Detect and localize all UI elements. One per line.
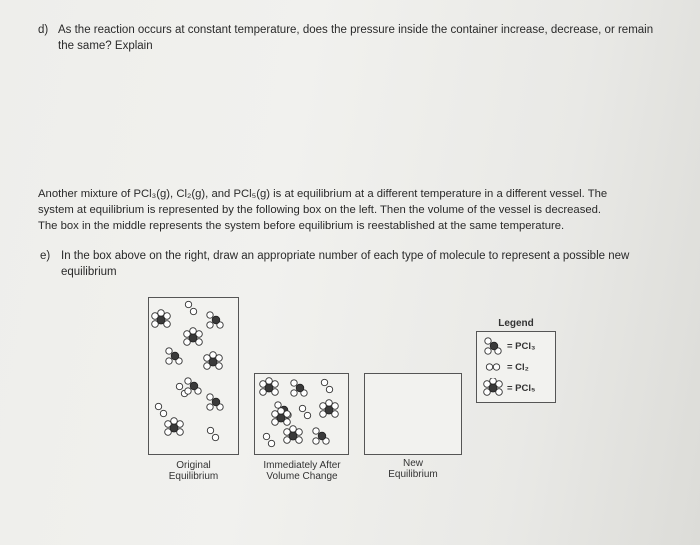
cl2-molecule [263, 433, 274, 446]
after-caption-line1: Immediately After [263, 460, 341, 471]
legend-title: Legend [498, 318, 534, 329]
new-caption-line2: Equilibrium [388, 469, 438, 480]
pcl5-molecule [184, 328, 203, 346]
legend-pcl3-label: = PCl₃ [507, 340, 536, 352]
pcl5-molecule [320, 400, 339, 418]
question-e-text: In the box above on the right, draw an appropriate number of each type of molecule to represent a possible new equilibrium [61, 250, 630, 278]
pcl3-molecule [207, 312, 223, 328]
original-molecules [149, 298, 238, 454]
paragraph-line-2: system at equilibrium is represented by the following box on the left. Then the volume of the vessel is decreased. [38, 204, 602, 216]
legend-box [476, 331, 556, 403]
pcl5-molecule [204, 352, 223, 370]
paragraph-line-1: Another mixture of PCl₃(g), Cl₂(g), and PCl₅(g) is at equilibrium at a different temperature in a different vessel. The [38, 188, 608, 200]
pcl3-molecule [291, 380, 307, 396]
pcl3-molecule [207, 394, 223, 410]
pcl3-molecule [313, 428, 329, 444]
new-caption [364, 458, 462, 480]
after-molecules [255, 374, 348, 454]
legend-pcl5-row [481, 378, 535, 398]
legend-pcl5-label: = PCl₅ [507, 382, 536, 394]
cl2-molecule [185, 301, 196, 314]
cl2-icon [481, 357, 505, 377]
pcl5-molecule [272, 408, 291, 426]
pcl3-icon [481, 336, 505, 356]
cl2-molecule [207, 427, 218, 440]
after-caption [250, 460, 354, 482]
pcl5-molecule [165, 418, 184, 436]
original-caption-line1: Original [176, 460, 211, 471]
legend-cl2-label: = Cl₂ [507, 361, 529, 373]
pcl3-molecule [185, 378, 201, 394]
original-caption [150, 460, 237, 482]
after-caption-line2: Volume Change [266, 471, 338, 482]
after-volume-change-box [254, 373, 349, 455]
original-caption-line2: Equilibrium [168, 471, 219, 482]
new-caption-line1: New [402, 458, 423, 469]
legend-cl2-row [481, 357, 529, 377]
paragraph-line-3: The box in the middle represents the system before equilibrium is reestablished at the same temperature. [38, 220, 565, 232]
question-d-label: d) [38, 24, 49, 36]
new-equilibrium-box[interactable] [364, 373, 462, 455]
question-e-label: e) [40, 250, 51, 262]
equilibrium-paragraph [38, 186, 678, 234]
legend [476, 318, 556, 403]
original-equilibrium-box [148, 297, 239, 455]
pcl5-molecule [284, 426, 303, 444]
cl2-molecule [155, 403, 166, 416]
cl2-molecule [299, 405, 310, 418]
question-d-text: As the reaction occurs at constant temperature, does the pressure inside the container increase, decrease, or remain the same? Explain [58, 24, 654, 52]
pcl5-molecule [152, 310, 171, 328]
legend-pcl3-row [481, 336, 535, 356]
cl2-molecule [321, 379, 332, 392]
pcl3-molecule [166, 348, 182, 364]
pcl5-molecule [260, 378, 279, 396]
pcl5-icon [481, 378, 505, 398]
